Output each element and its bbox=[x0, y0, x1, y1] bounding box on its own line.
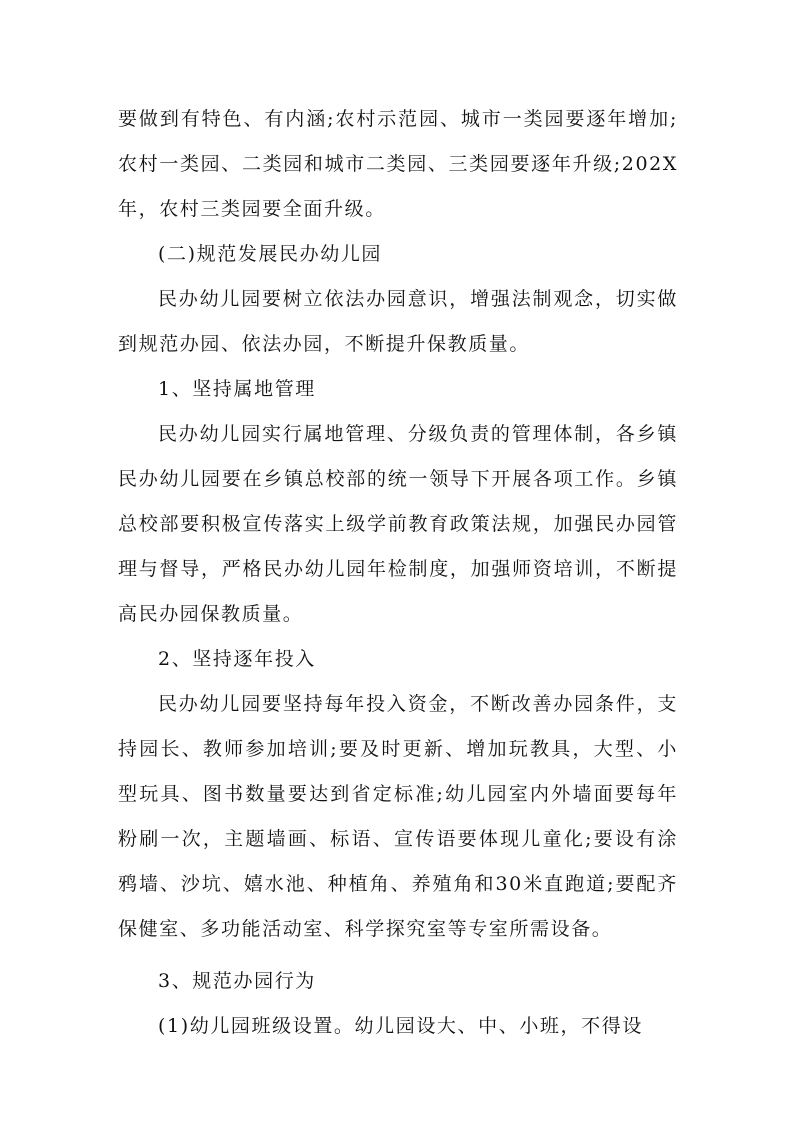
document-body bbox=[118, 97, 678, 1049]
section-heading-2: (二)规范发展民办幼儿园 bbox=[158, 243, 383, 265]
body-paragraph: 民办幼儿园要坚持每年投入资金，不断改善办园条件，支持园长、教师参加培训;要及时更新、增加玩教具，大型、小型玩具、图书数量要达到省定标准;幼儿园室内外墙面要每年粉刷一次，主题墙画、标语、宣传语要体现儿童化;要设有涂鸦墙、沙坑、嬉水池、种植角、养殖角和30米直跑道;要配齐保健室、多功能活动室、科学探究室等专室所需设备。 bbox=[118, 693, 678, 940]
subsection-heading-3: 3、规范办园行为 bbox=[158, 970, 316, 992]
body-paragraph: 民办幼儿园实行属地管理、分级负责的管理体制，各乡镇民办幼儿园要在乡镇总校部的统一领导下开展各项工作。乡镇总校部要积极宣传落实上级学前教育政策法规，加强民办园管理与督导，严格民办幼儿园年检制度，加强师资培训，不断提高民办园保教质量。 bbox=[118, 423, 678, 625]
subsection-heading-2: 2、坚持逐年投入 bbox=[158, 648, 316, 670]
paragraph-continued: 要做到有特色、有内涵;农村示范园、城市一类园要逐年增加;农村一类园、二类园和城市二类园、三类园要逐年升级;202X年，农村三类园要全面升级。 bbox=[118, 108, 678, 220]
subsection-heading-1: 1、坚持属地管理 bbox=[158, 378, 316, 400]
body-paragraph: (1)幼儿园班级设置。幼儿园设大、中、小班，不得设 bbox=[158, 1015, 643, 1037]
body-paragraph: 民办幼儿园要树立依法办园意识，增强法制观念，切实做到规范办园、依法办园，不断提升保教质量。 bbox=[118, 288, 678, 355]
